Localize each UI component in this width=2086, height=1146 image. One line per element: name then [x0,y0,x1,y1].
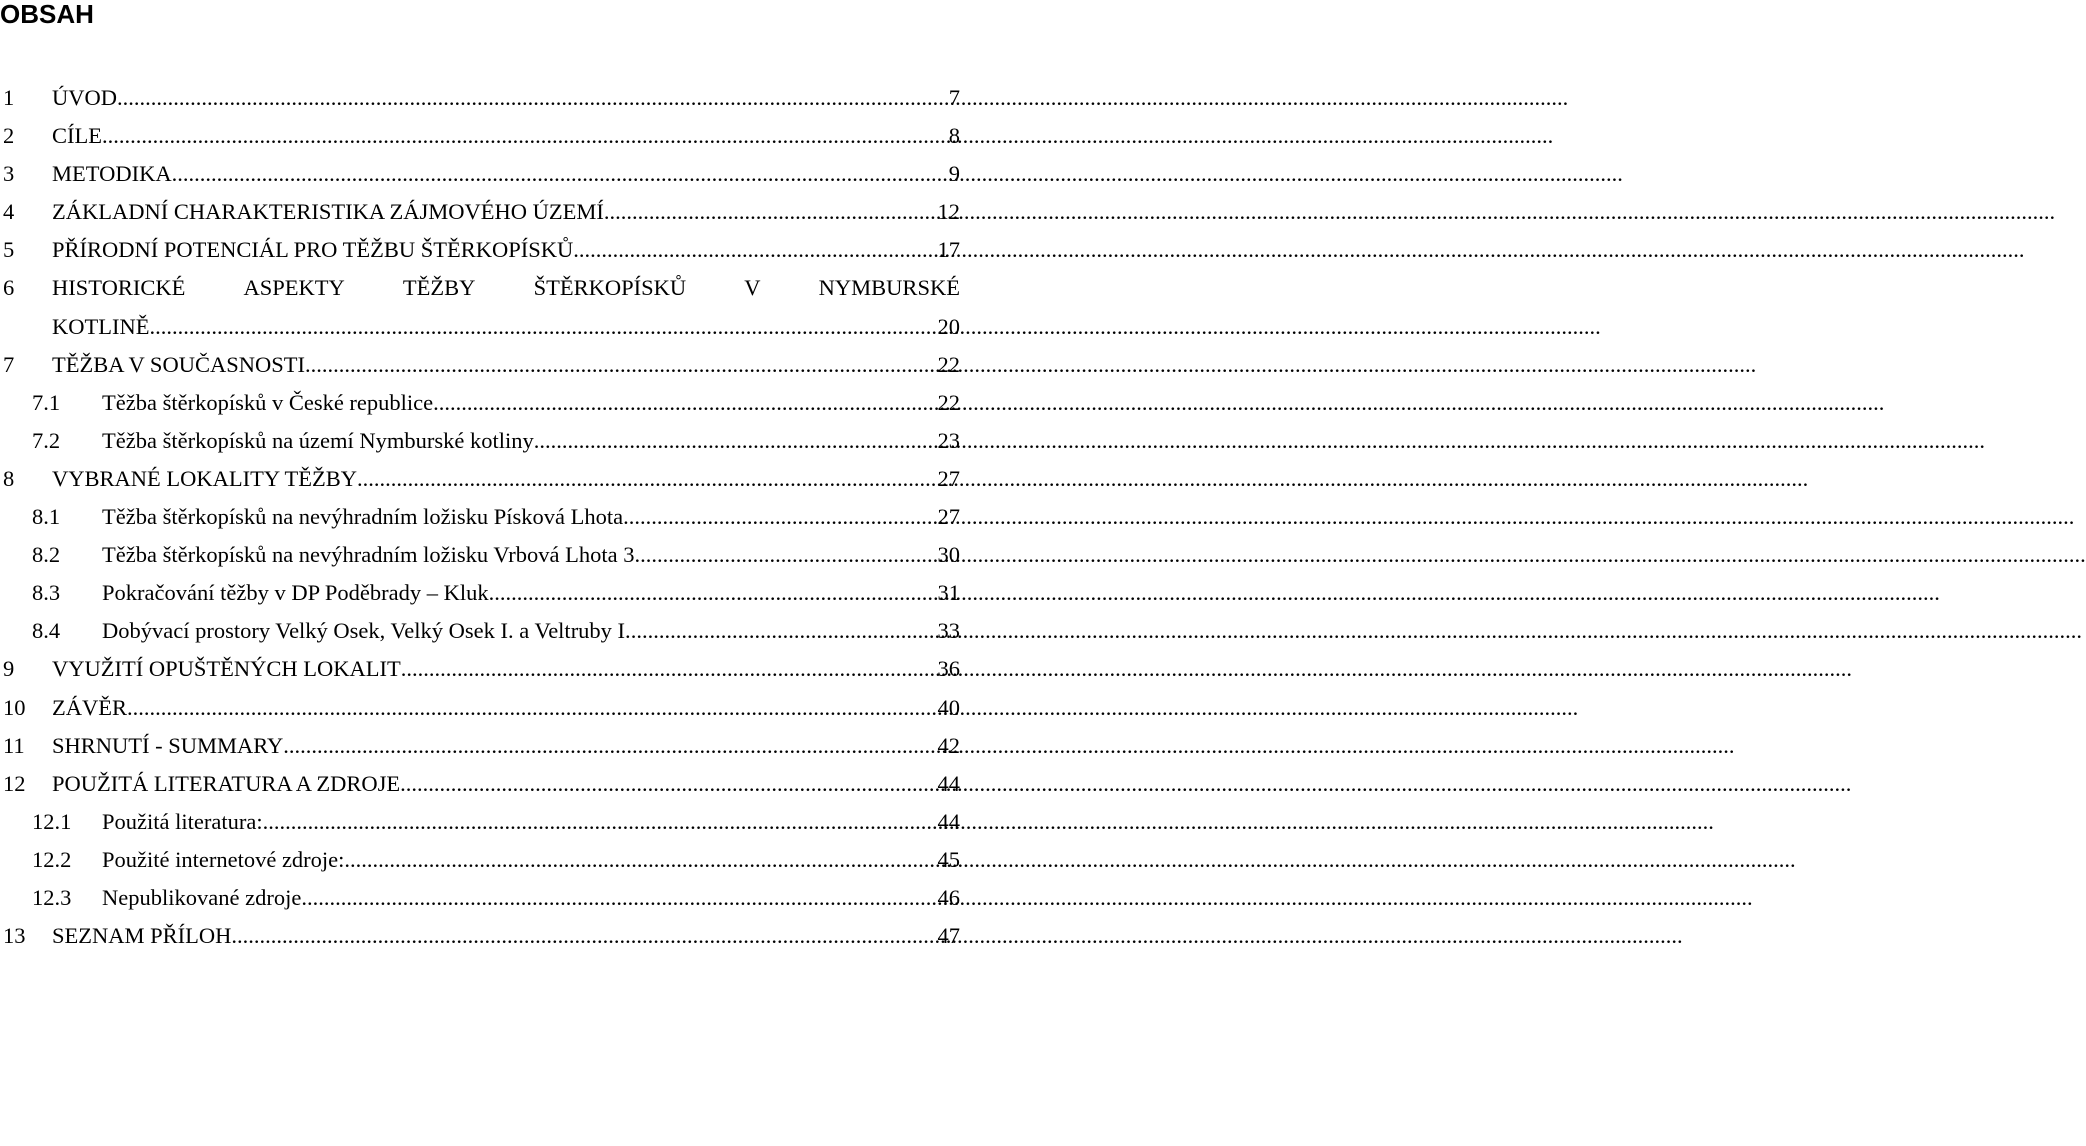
toc-entry-8-4[interactable] [0,618,960,656]
toc-entry-page: 33 [937,618,960,644]
toc-entry-2[interactable] [0,123,960,161]
toc-entry-title: Nepublikované zdroje [102,884,302,910]
toc-entry-page: 27 [937,504,960,530]
toc-entry-page: 47 [937,923,960,949]
toc-entry-title: SEZNAM PŘÍLOH [52,923,232,949]
toc-entry-7-1[interactable] [0,390,960,428]
dot-leader [400,771,933,797]
toc-entry-page: 9 [948,161,960,187]
dot-leader [102,123,945,149]
toc-entry-number: 1 [3,85,15,110]
toc-entry-page: 22 [937,351,960,377]
dot-leader [534,428,934,454]
dot-leader [433,390,933,416]
toc-entry-title: Těžba štěrkopísků v České republice [102,389,434,415]
toc-entry-7[interactable] [0,352,960,390]
toc-entry-title-line [52,275,960,301]
toc-entry-3[interactable] [0,161,960,199]
toc-entry-page: 44 [937,808,960,834]
dot-leader [283,733,933,759]
toc-entry-page: 46 [937,884,960,910]
toc-entry-13[interactable] [0,923,960,961]
toc-entry-page: 40 [937,694,960,720]
dot-leader [127,695,934,721]
toc-entry-page: 30 [937,542,960,568]
toc-entry-page: 12 [937,199,960,225]
dot-leader [344,847,933,873]
toc-entry-page: 7 [948,85,960,110]
toc-entry-number: 8.4 [32,618,61,644]
toc-entry-8-3[interactable] [0,580,960,618]
toc-entry-8-1[interactable] [0,504,960,542]
toc-entry-title: TĚŽBA V SOUČASNOSTI [52,351,305,377]
dot-leader [149,314,933,340]
dot-leader [573,237,933,263]
toc-entry-title: Použité internetové zdroje: [102,846,345,872]
toc-entry-6-continuation[interactable] [0,314,960,352]
dot-leader [117,85,945,111]
toc-entry-number: 2 [3,123,15,149]
dot-leader [263,809,934,835]
toc-entry-title: KOTLINĚ [52,313,150,339]
toc-entry-number: 4 [3,199,15,225]
dot-leader [231,923,933,949]
toc-entry-page: 27 [937,465,960,491]
toc-entry-number: 12.1 [32,808,72,834]
toc-entry-page: 42 [937,732,960,758]
toc-title-word: NYMBURSKÉ [818,275,960,301]
toc-entry-number: 8.2 [32,542,61,568]
table-of-contents [0,85,960,961]
toc-entry-12-2[interactable] [0,847,960,885]
toc-entry-8-2[interactable] [0,542,960,580]
toc-entry-title: Dobývací prostory Velký Osek, Velký Osek I. a Veltruby I. [102,618,631,644]
toc-entry-12[interactable] [0,771,960,809]
toc-entry-11[interactable] [0,733,960,771]
toc-entry-number: 7.1 [32,389,61,415]
toc-entry-page: 45 [937,846,960,872]
dot-leader [401,656,934,682]
toc-entry-title: POUŽITÁ LITERATURA A ZDROJE [52,770,401,796]
toc-title-word: TĚŽBY [402,275,476,301]
toc-entry-title: Těžba štěrkopísků na území Nymburské kotliny [102,427,534,453]
toc-title-word: V [744,275,761,301]
toc-entry-page: 44 [937,770,960,796]
dot-leader [172,161,945,187]
toc-entry-number: 12.2 [32,846,72,872]
toc-entry-5[interactable] [0,237,960,275]
toc-entry-number: 10 [3,694,26,720]
toc-entry-number: 7.2 [32,427,61,453]
toc-entry-number: 12 [3,770,26,796]
toc-entry-number: 6 [3,275,15,301]
toc-entry-number: 11 [3,732,25,758]
toc-entry-number: 13 [3,923,26,949]
dot-leader [604,199,934,225]
toc-entry-1[interactable] [0,85,960,123]
toc-entry-page: 8 [948,123,960,149]
toc-entry-title: Použitá literatura: [102,808,263,834]
toc-entry-number: 12.3 [32,884,72,910]
dot-leader [631,618,934,644]
dot-leader [489,580,934,606]
dot-leader [623,504,933,530]
toc-entry-number: 9 [3,656,15,682]
toc-entry-title: VYBRANÉ LOKALITY TĚŽBY [52,465,357,491]
toc-entry-number: 8.3 [32,580,61,606]
dot-leader [301,885,933,911]
toc-entry-4[interactable] [0,199,960,237]
toc-entry-title: METODIKA [52,161,172,187]
toc-title-word: ASPEKTY [243,275,345,301]
toc-entry-title: Těžba štěrkopísků na nevýhradním ložisku Vrbová Lhota 3 [102,542,635,568]
dot-leader [357,466,934,492]
toc-entry-12-1[interactable] [0,809,960,847]
toc-entry-number: 7 [3,351,15,377]
toc-entry-number: 8 [3,465,15,491]
toc-entry-6[interactable] [0,275,960,313]
toc-entry-title: Těžba štěrkopísků na nevýhradním ložisku Písková Lhota [102,504,624,530]
toc-entry-page: 22 [937,389,960,415]
toc-entry-page: 17 [937,237,960,263]
page-title: OBSAH [0,0,94,29]
toc-entry-title: ÚVOD [52,85,117,110]
toc-entry-title: VYUŽITÍ OPUŠTĚNÝCH LOKALIT [52,656,401,682]
toc-entry-title: ZÁKLADNÍ CHARAKTERISTIKA ZÁJMOVÉHO ÚZEMÍ [52,199,604,225]
dot-leader [305,352,934,378]
toc-entry-page: 36 [937,656,960,682]
toc-entry-number: 8.1 [32,504,61,530]
toc-entry-title: SHRNUTÍ - SUMMARY [52,732,284,758]
toc-entry-9[interactable] [0,656,960,694]
toc-entry-number: 5 [3,237,15,263]
toc-entry-page: 20 [937,313,960,339]
toc-entry-page: 23 [937,427,960,453]
toc-entry-10[interactable] [0,695,960,733]
toc-entry-title: PŘÍRODNÍ POTENCIÁL PRO TĚŽBU ŠTĚRKOPÍSKŮ [52,237,574,263]
toc-title-word: HISTORICKÉ [52,275,186,301]
toc-entry-number: 3 [3,161,15,187]
dot-leader [634,542,933,568]
toc-entry-title: CÍLE [52,123,102,149]
toc-entry-7-2[interactable] [0,428,960,466]
toc-entry-page: 31 [937,580,960,606]
toc-entry-title: ZÁVĚR [52,694,127,720]
toc-title-word: ŠTĚRKOPÍSKŮ [533,275,687,301]
toc-entry-12-3[interactable] [0,885,960,923]
toc-entry-title: Pokračování těžby v DP Poděbrady – Kluk [102,580,489,606]
toc-entry-8[interactable] [0,466,960,504]
